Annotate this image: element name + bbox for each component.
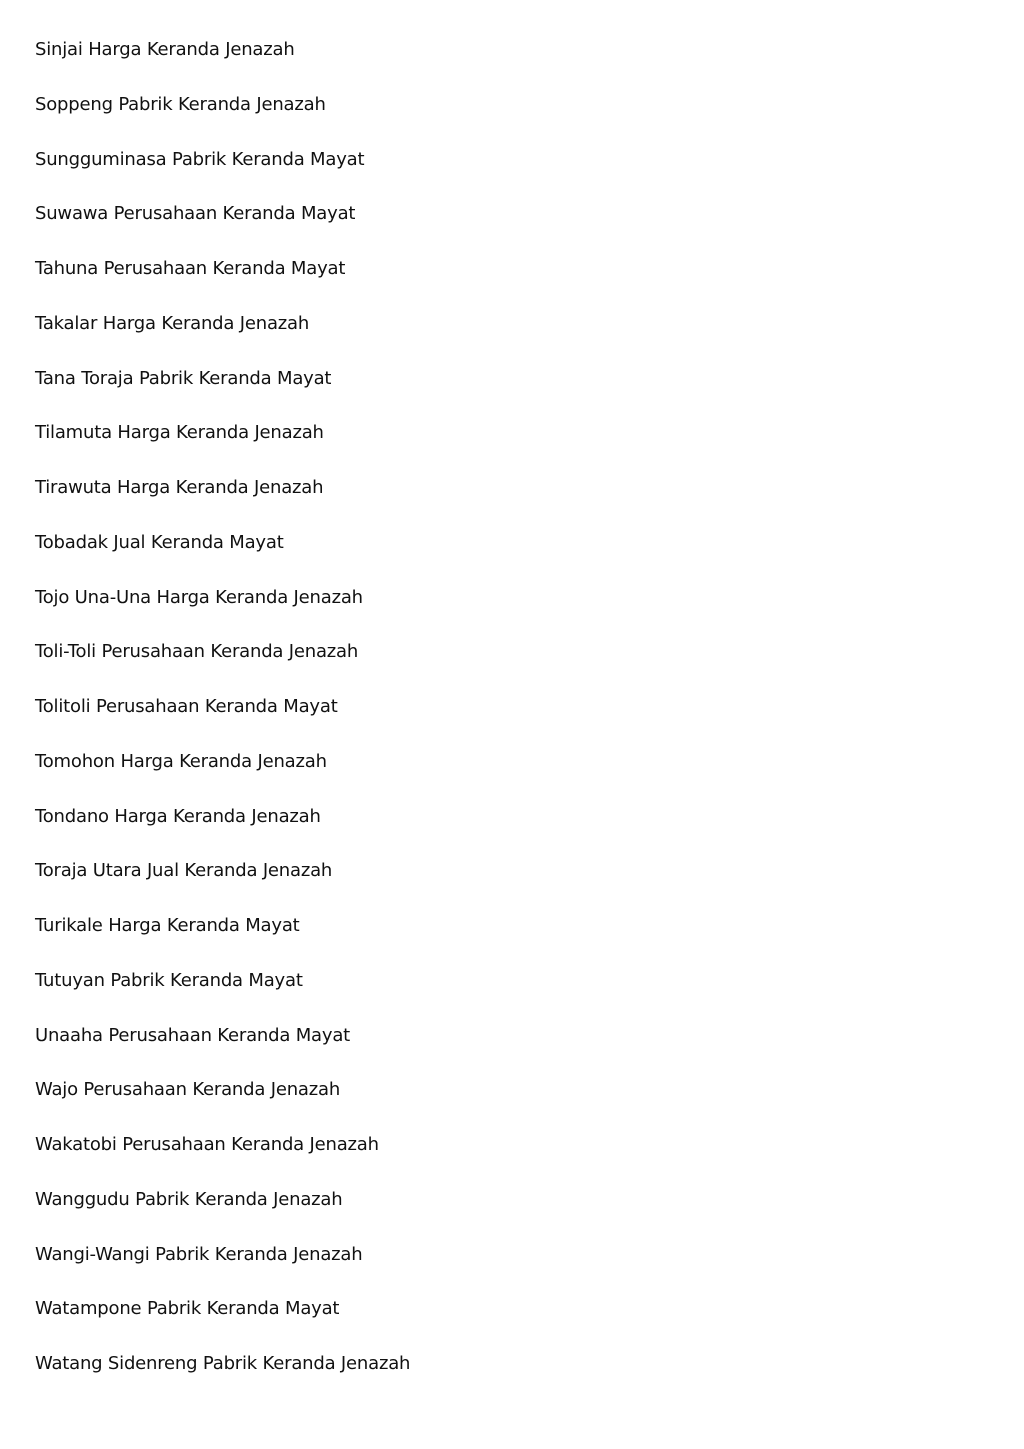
text-line: Tutuyan Pabrik Keranda Mayat: [35, 969, 303, 991]
text-line: Sungguminasa Pabrik Keranda Mayat: [35, 148, 365, 170]
text-line: Wajo Perusahaan Keranda Jenazah: [35, 1079, 341, 1101]
text-line: Takalar Harga Keranda Jenazah: [35, 312, 310, 334]
text-line-list: [35, 35, 410, 1404]
text-line: Watang Sidenreng Pabrik Keranda Jenazah: [35, 1353, 411, 1374]
text-line: Tomohon Harga Keranda Jenazah: [35, 750, 327, 772]
text-line: Sinjai Harga Keranda Jenazah: [35, 39, 295, 60]
text-line: Tojo Una-Una Harga Keranda Jenazah: [35, 586, 363, 608]
text-line: Tilamuta Harga Keranda Jenazah: [35, 422, 324, 444]
text-line: Tahuna Perusahaan Keranda Mayat: [35, 258, 346, 279]
text-line: Tana Toraja Pabrik Keranda Mayat: [35, 367, 332, 389]
text-line: Soppeng Pabrik Keranda Jenazah: [35, 93, 326, 115]
text-line: Watampone Pabrik Keranda Mayat: [35, 1298, 340, 1320]
text-line: Wanggudu Pabrik Keranda Jenazah: [35, 1188, 343, 1210]
text-line: Wangi-Wangi Pabrik Keranda Jenazah: [35, 1243, 363, 1265]
text-line: Toraja Utara Jual Keranda Jenazah: [35, 860, 333, 882]
text-line: Turikale Harga Keranda Mayat: [35, 915, 300, 936]
text-line: Suwawa Perusahaan Keranda Mayat: [35, 203, 356, 225]
text-line: Tobadak Jual Keranda Mayat: [35, 531, 284, 553]
text-line: Unaaha Perusahaan Keranda Mayat: [35, 1024, 351, 1046]
text-line: Tolitoli Perusahaan Keranda Mayat: [35, 696, 338, 717]
text-line: Tondano Harga Keranda Jenazah: [35, 805, 321, 827]
text-line: Wakatobi Perusahaan Keranda Jenazah: [35, 1134, 379, 1155]
text-line: Tirawuta Harga Keranda Jenazah: [35, 477, 324, 498]
text-line: Toli-Toli Perusahaan Keranda Jenazah: [35, 641, 359, 663]
